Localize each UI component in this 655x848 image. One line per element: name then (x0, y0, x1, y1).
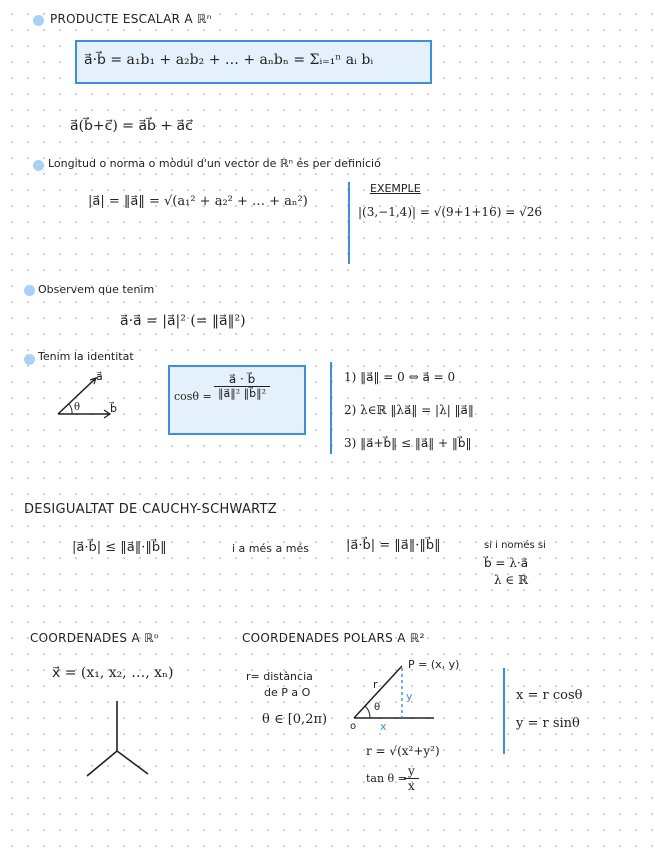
cosine-numerator: a⃗ · b⃗ (214, 372, 270, 387)
r-definition-2: de P a O (264, 686, 311, 699)
axes-3d-diagram (82, 696, 152, 786)
cauchy-iff: si i només si (484, 540, 546, 551)
diagram-a-label: a⃗ (96, 370, 103, 383)
cauchy-inequality: |a⃗·b⃗| ≤ ‖a⃗‖·‖b⃗‖ (72, 540, 167, 555)
cosine-fraction (214, 372, 270, 400)
section-title-dot-product: PRODUCTE ESCALAR A ℝⁿ (50, 12, 212, 26)
divider-line (503, 668, 505, 754)
bullet-dot (24, 354, 35, 365)
cosine-lhs: cosθ = (174, 390, 212, 403)
divider-line (330, 362, 332, 454)
polar-r-label: r (373, 678, 378, 691)
polar-origin-label: o (350, 721, 357, 732)
cosine-denominator: ‖a⃗‖² ‖b⃗‖² (218, 387, 267, 400)
polar-y-label: y (406, 690, 413, 703)
polar-point: P = (x, y) (408, 658, 460, 671)
property-1: 1) ‖a⃗‖ = 0 ⇔ a⃗ = 0 (344, 370, 456, 384)
theta-range: θ ∈ [0,2π) (262, 712, 328, 727)
dot-product-formula: a⃗·b⃗ = a₁b₁ + a₂b₂ + … + aₙbₙ = Σᵢ₌₁ⁿ aᵢ bᵢ (84, 52, 374, 68)
y-polar-equation: y = r sinθ (516, 716, 580, 731)
section-title-coordinates: COORDENADES A ℝⁿ (30, 631, 159, 645)
divider-line (348, 182, 350, 264)
observe-formula: a⃗·a⃗ = |a⃗|² (= ‖a⃗‖²) (120, 313, 246, 329)
tan-lhs: tan θ = (366, 772, 407, 785)
observe-text: Observem que tenim (38, 283, 155, 296)
diagram-theta-label: θ (74, 402, 81, 413)
norm-formula: |a⃗| = ‖a⃗‖ = √(a₁² + a₂² + … + aₙ²) (88, 194, 308, 209)
property-2: 2) λ∈ℝ ‖λa⃗‖ = |λ| ‖a⃗‖ (344, 403, 474, 417)
coordinate-vector: x⃗ = (x₁, x₂, …, xₙ) (52, 665, 174, 681)
bullet-dot (33, 15, 44, 26)
distributive-formula: a⃗(b⃗+c⃗) = a⃗b⃗ + a⃗c⃗ (70, 118, 193, 134)
example-label: EXEMPLE (370, 182, 421, 195)
tan-numerator: y (404, 764, 419, 779)
section-title-polar: COORDENADES POLARS A ℝ² (242, 631, 425, 645)
bullet-dot (24, 285, 35, 296)
polar-x-label: x (380, 720, 387, 733)
tan-fraction (404, 764, 419, 793)
x-polar-equation: x = r cosθ (516, 688, 583, 703)
cauchy-condition-2: λ ∈ ℝ (494, 573, 529, 587)
property-3: 3) ‖a⃗+b⃗‖ ≤ ‖a⃗‖ + ‖b⃗‖ (344, 436, 472, 450)
r-definition-1: r= distància (246, 670, 313, 683)
bullet-dot (33, 160, 44, 171)
identity-intro: Tenim la identitat (38, 350, 134, 363)
diagram-b-label: b⃗ (110, 402, 117, 415)
cauchy-condition-text: i a més a més (232, 542, 309, 555)
polar-theta-label: θ (374, 702, 381, 713)
example-formula: |(3,−1,4)| = √(9+1+16) = √26 (358, 205, 542, 219)
tan-denominator: x (408, 779, 415, 793)
cauchy-equality: |a⃗·b⃗| = ‖a⃗‖·‖b⃗‖ (346, 538, 441, 553)
polar-diagram (350, 660, 440, 736)
cauchy-condition-1: b⃗ = λ·a⃗ (484, 556, 529, 570)
angle-diagram (50, 370, 130, 422)
section-title-cauchy-schwartz: DESIGUALTAT DE CAUCHY-SCHWARTZ (24, 502, 277, 517)
r-equation: r = √(x²+y²) (366, 744, 440, 758)
length-intro: Longitud o norma o mòdul d'un vector de ℝⁿ és per definició (48, 157, 381, 170)
